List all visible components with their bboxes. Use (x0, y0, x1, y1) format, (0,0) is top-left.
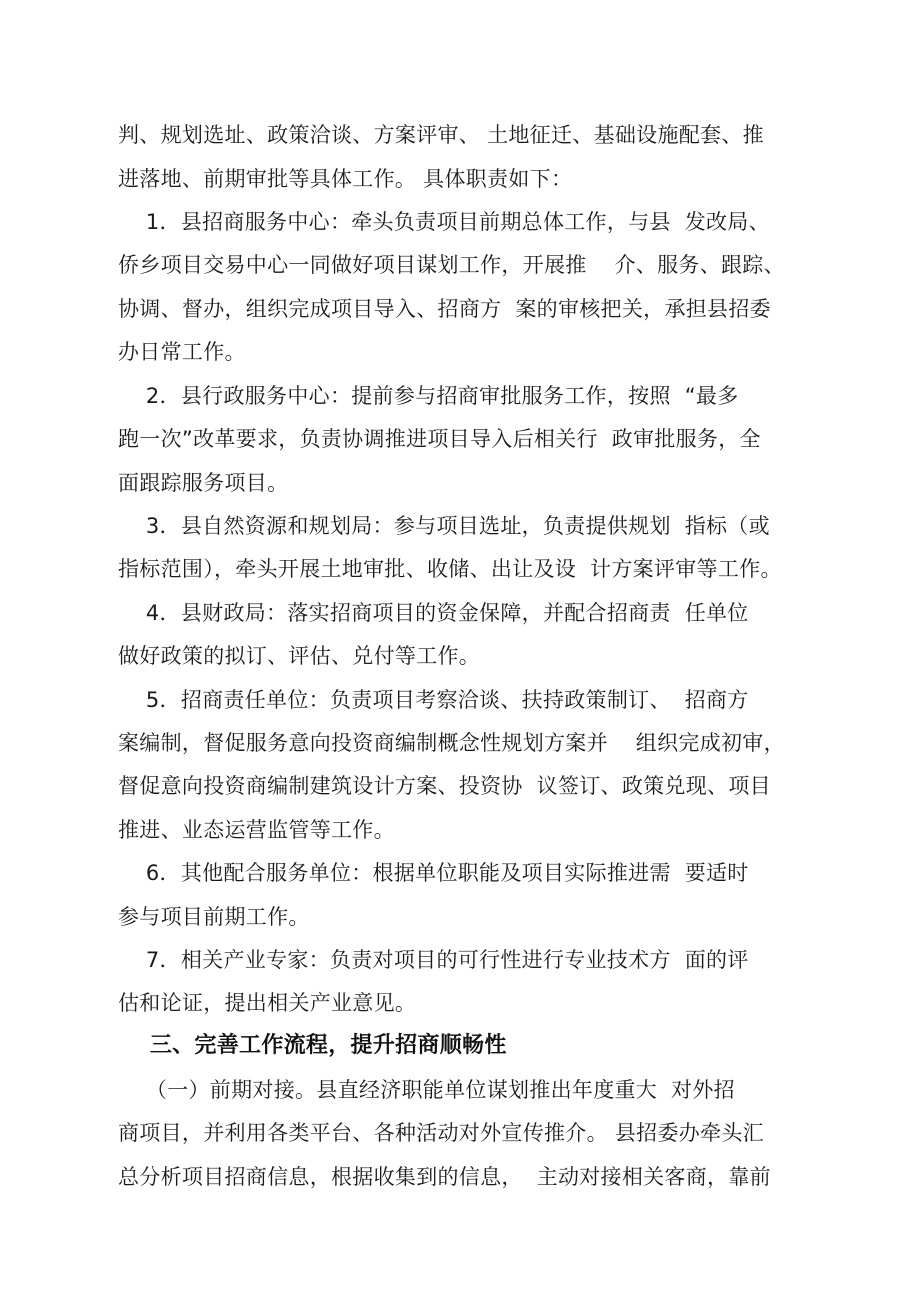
text-line: 5．招商责任单位：负责项目考察洽谈、扶持政策制订、 招商方 (118, 688, 749, 712)
text-line: 参与项目前期工作。 (118, 905, 310, 929)
text-line: 协调、督办，组织完成项目导入、招商方 案的审核把关，承担县招委 (118, 297, 771, 321)
text-line: 3．县自然资源和规划局：参与项目选址，负责提供规划 指标（或 (118, 514, 770, 538)
text-line: 侨乡项目交易中心一同做好项目谋划工作，开展推 介、服务、跟踪、 (118, 253, 785, 277)
text-line: 4．县财政局：落实招商项目的资金保障，并配合招商责 任单位 (118, 601, 749, 625)
text-line: 面跟踪服务项目。 (118, 471, 289, 495)
text-line: 案编制，督促服务意向投资商编制概念性规划方案并 组织完成初审， (118, 731, 785, 755)
text-line: 进落地、前期审批等具体工作。 具体职责如下： (118, 167, 573, 191)
text-line: 指标范围），牵头开展土地审批、收储、出让及设 计方案评审等工作。 (118, 557, 782, 581)
section-heading: 三、完善工作流程，提升招商顺畅性 (118, 1033, 507, 1058)
text-line: 7．相关产业专家：负责对项目的可行性进行专业技术方 面的评 (118, 948, 749, 972)
text-line: 督促意向投资商编制建筑设计方案、投资协 议签订、政策兑现、项目 (118, 774, 771, 798)
text-line: 商项目，并利用各类平台、各种活动对外宣传推介。 县招委办牵头汇 (118, 1121, 764, 1145)
text-line: 判、规划选址、政策洽谈、方案评审、 土地征迁、基础设施配套、推 (118, 123, 764, 147)
text-line: （一）前期对接。县直经济职能单位谋划推出年度重大 对外招 (118, 1078, 735, 1102)
text-line: 跑一次”改革要求，负责协调推进项目导入后相关行 政审批服务，全 (118, 427, 761, 451)
text-line: 6．其他配合服务单位：根据单位职能及项目实际推进需 要适时 (118, 861, 749, 885)
text-line: 做好政策的拟订、评估、兑付等工作。 (118, 644, 481, 668)
text-line: 总分析项目招商信息，根据收集到的信息， 主动对接相关客商，靠前 (118, 1165, 771, 1189)
text-line: 2．县行政服务中心：提前参与招商审批服务工作，按照 “最多 (118, 384, 739, 408)
text-line: 1．县招商服务中心：牵头负责项目前期总体工作，与县 发改局、 (118, 210, 770, 234)
text-line: 估和论证，提出相关产业意见。 (118, 991, 417, 1015)
text-line: 推进、业态运营监管等工作。 (118, 818, 395, 842)
text-line: 办日常工作。 (118, 340, 246, 364)
